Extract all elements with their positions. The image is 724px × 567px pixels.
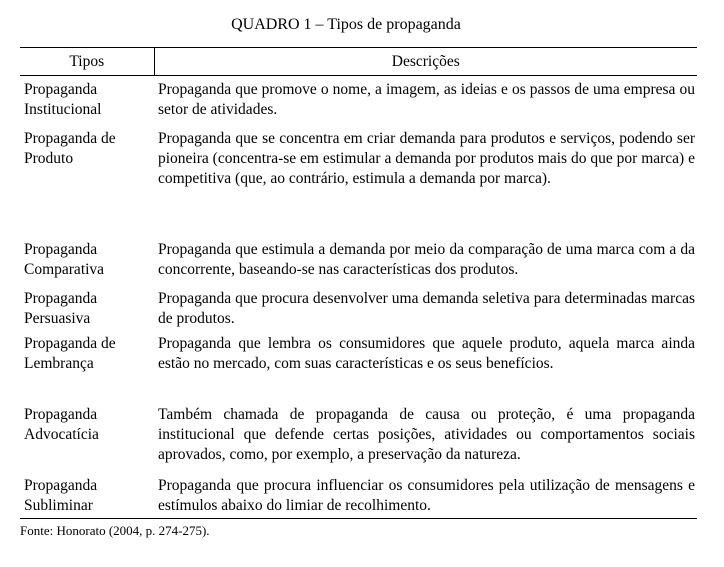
types-table xyxy=(20,47,697,519)
descricao-cell: Propaganda que procura influenciar os consumidores pela utilização de mensagens e estímulos abaixo do limiar de recolhimento. xyxy=(154,475,697,519)
source-note: Fonte: Honorato (2004, p. 274-275). xyxy=(20,523,210,538)
tipo-cell xyxy=(20,333,154,404)
table-body xyxy=(20,76,697,519)
descricao-cell: Propaganda que se concentra em criar demanda para produtos e serviços, podendo ser pioneira (concentra-se em estimular a demanda por produtos mais do que por marca) e competitiva (que, ao contrário, estimula a demanda por marca). xyxy=(158,130,695,187)
descricao-cell: Propaganda que lembra os consumidores que aquele produto, aquela marca ainda estão no mercado, com suas características e os seus benefícios. xyxy=(158,335,695,372)
tipo-line: Propaganda xyxy=(24,241,98,258)
table-row xyxy=(20,76,697,129)
table-row xyxy=(20,128,697,239)
tipo-line: Propaganda xyxy=(24,477,98,494)
tipo-line: Propaganda xyxy=(24,81,98,98)
tipo-line: Institucional xyxy=(24,101,102,118)
table-row xyxy=(20,288,697,333)
tipo-line: Propaganda xyxy=(24,406,98,423)
tipo-line: Subliminar xyxy=(24,497,93,514)
tipo-cell xyxy=(20,239,154,288)
tipo-cell xyxy=(20,128,154,239)
descricao-cell: Propaganda que estimula a demanda por meio da comparação de uma marca com a da concorrente, baseando-se nas características dos produtos. xyxy=(158,241,695,278)
table-row xyxy=(20,404,697,475)
tipo-line: Comparativa xyxy=(24,261,105,278)
tipo-line: Lembrança xyxy=(24,355,94,372)
table-header xyxy=(20,48,697,76)
tipo-cell xyxy=(20,76,154,129)
descricao-cell: Propaganda que procura desenvolver uma demanda seletiva para determinadas marcas de produtos. xyxy=(158,290,695,327)
table-row xyxy=(20,239,697,288)
descricao-cell: Também chamada de propaganda de causa ou proteção, é uma propaganda institucional que defende certas posições, atividades ou comportamentos sociais aprovados, como, por exemplo, a preservação da natureza. xyxy=(158,406,695,463)
descricao-cell: Propaganda que promove o nome, a imagem, as ideias e os passos de uma empresa ou setor de atividades. xyxy=(158,81,695,118)
tipo-cell xyxy=(20,288,154,333)
header-row xyxy=(20,48,697,76)
column-header-tipos: Tipos xyxy=(20,48,154,76)
tipo-line: Advocatícia xyxy=(24,426,99,443)
tipo-line: Propaganda de xyxy=(24,130,116,147)
tipo-line: Propaganda xyxy=(24,290,98,307)
types-table-container xyxy=(20,47,697,519)
tipo-cell xyxy=(20,475,154,519)
table-row xyxy=(20,333,697,404)
tipo-cell xyxy=(20,404,154,475)
column-header-descricoes: Descrições xyxy=(154,48,697,76)
tipo-line: Propaganda de xyxy=(24,335,116,352)
tipo-line: Persuasiva xyxy=(24,310,91,327)
table-row xyxy=(20,475,697,519)
table-title: QUADRO 1 – Tipos de propaganda xyxy=(231,16,461,33)
tipo-line: Produto xyxy=(24,150,74,167)
